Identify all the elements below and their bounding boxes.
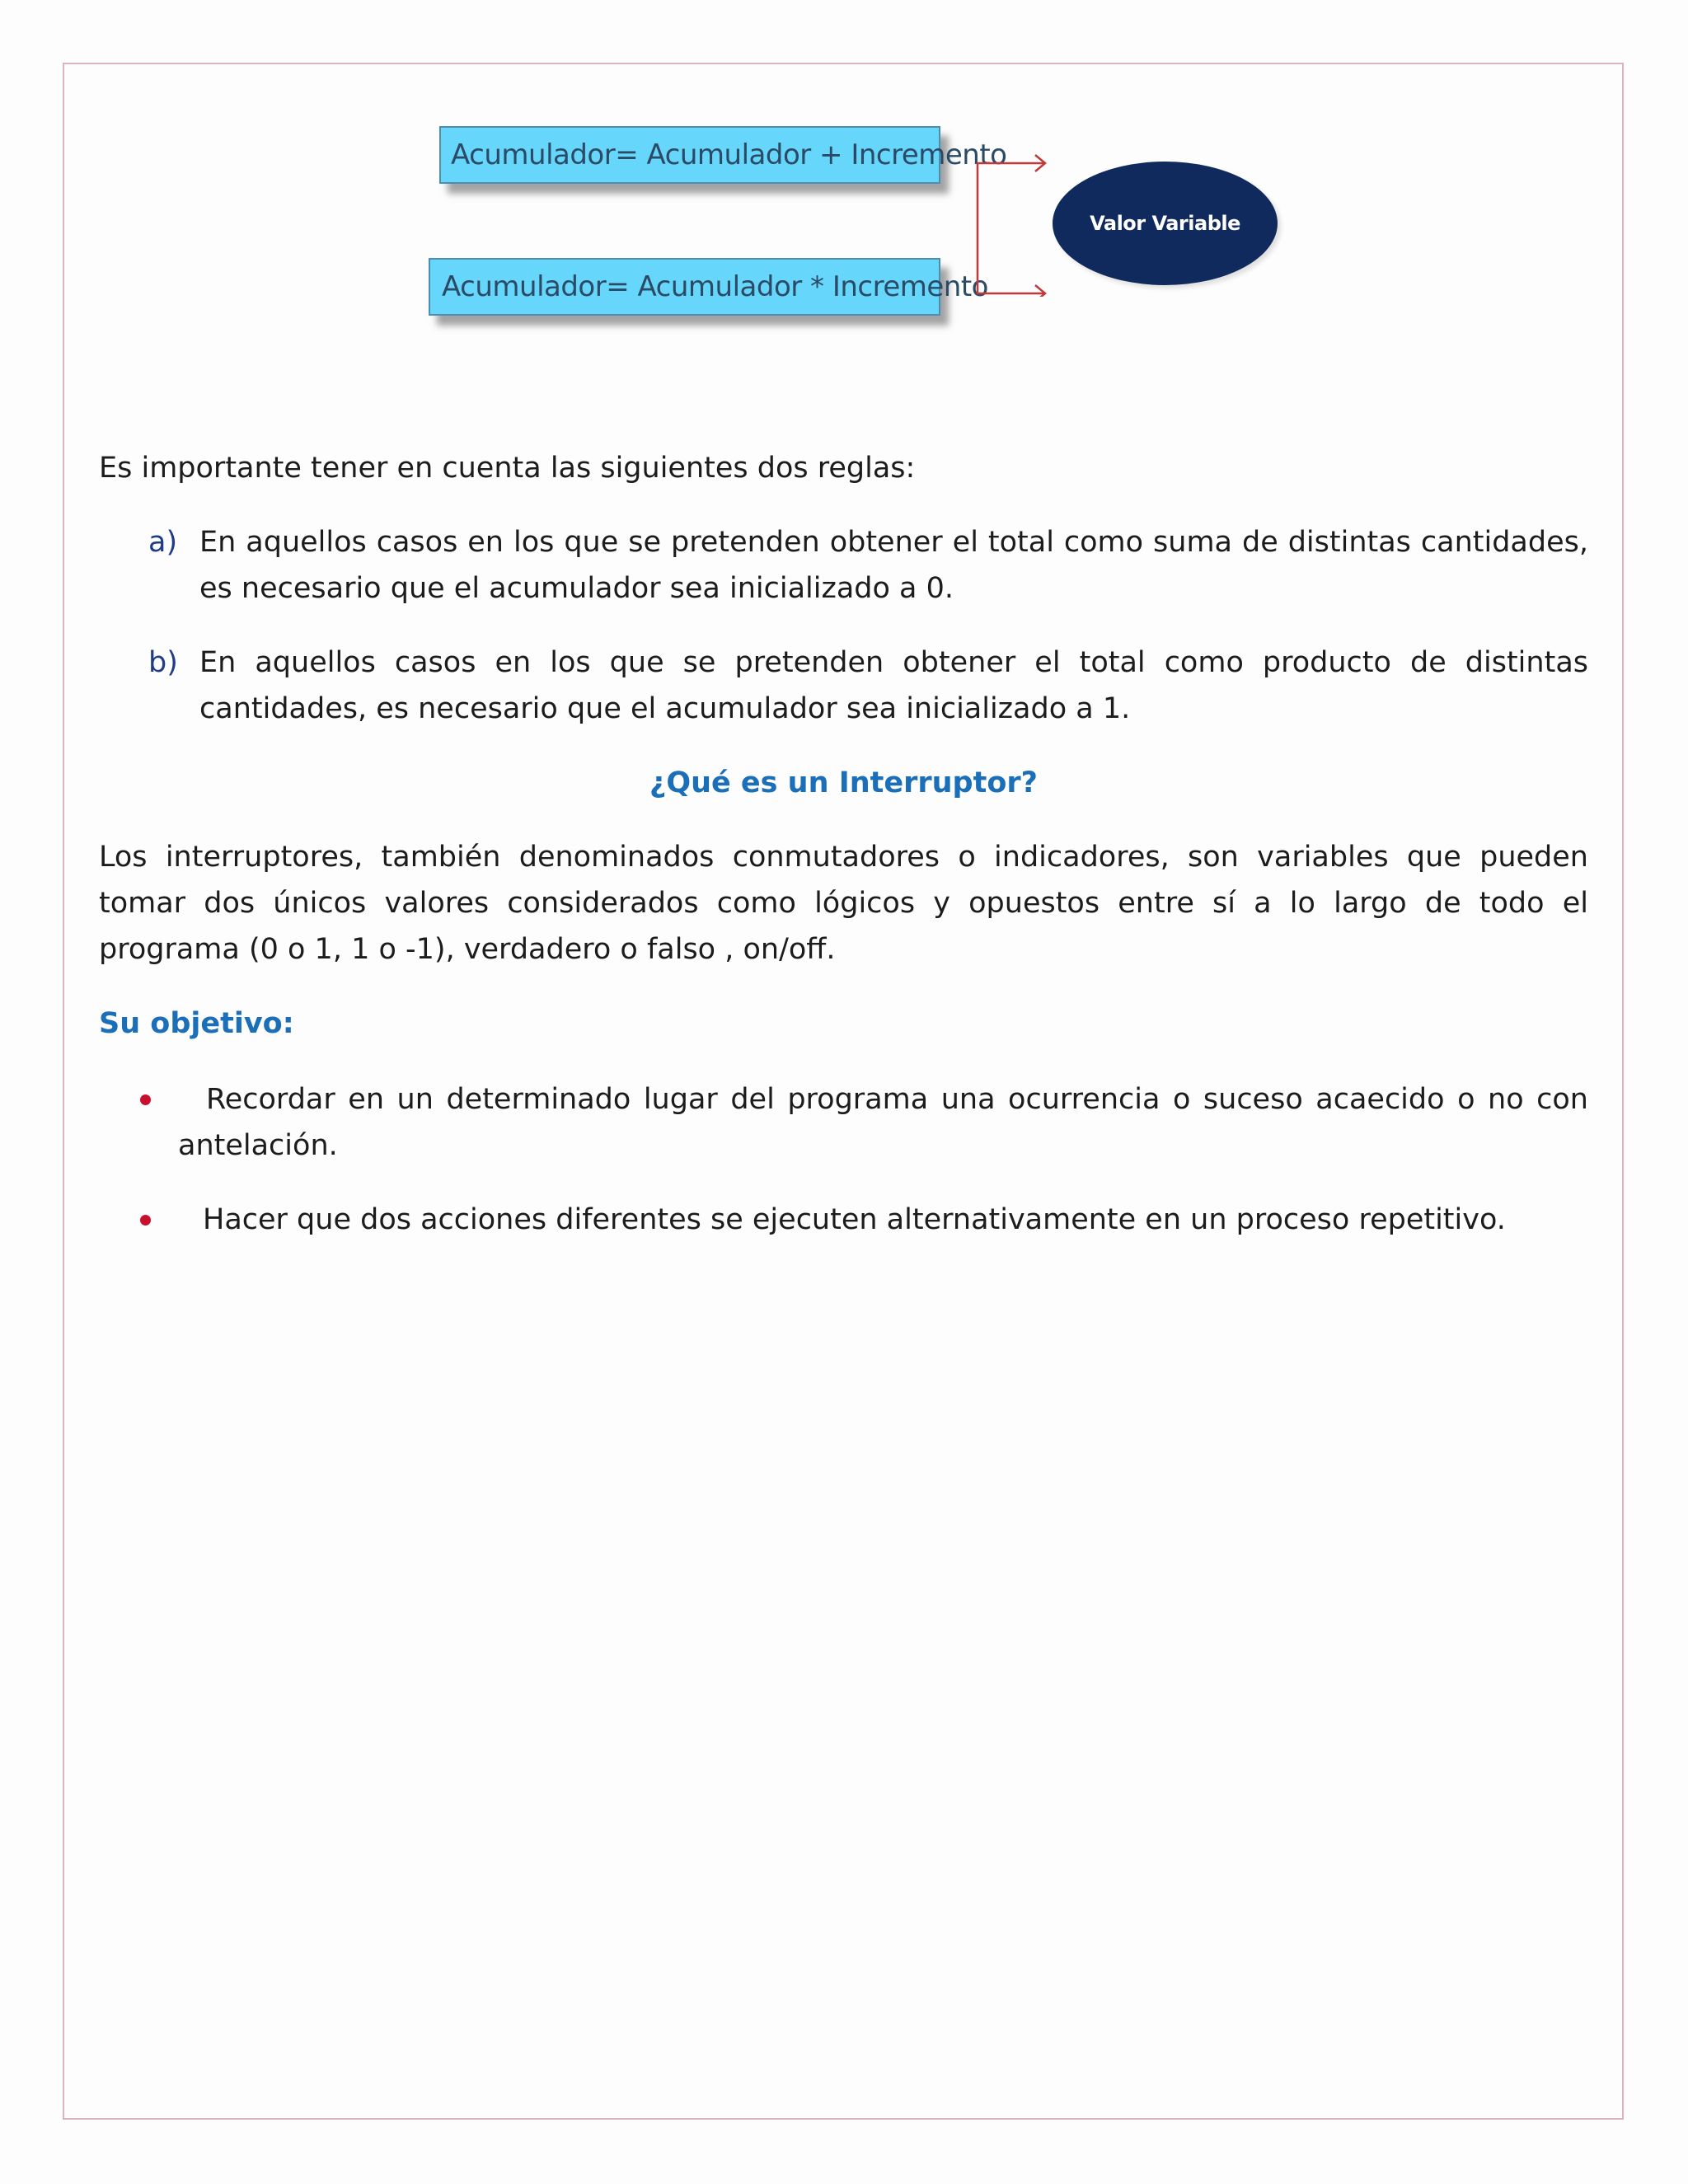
- valor-variable-oval: [1053, 162, 1278, 285]
- objective-item-1-continuation: antelación.: [178, 1129, 338, 1162]
- bracket-arrow-connector: [973, 148, 1055, 297]
- intro-paragraph: Es importante tener en cuenta las siguientes dos reglas:: [99, 452, 916, 485]
- rule-b-marker: b): [148, 646, 178, 679]
- accumulator-diagram: [0, 0, 1688, 346]
- arrow-head-bottom: [1035, 285, 1045, 297]
- bullet-dot-icon: [140, 1215, 151, 1226]
- valor-variable-label: Valor Variable: [1090, 212, 1240, 235]
- bracket-line: [978, 163, 1045, 293]
- objective-title: Su objetivo:: [99, 1007, 294, 1040]
- objective-item-1: [99, 1076, 1588, 1169]
- document-body: [99, 445, 1588, 1271]
- formula-sum-box: Acumulador= Acumulador + Incremento: [439, 126, 940, 184]
- objective-item-1-text: Recordar en un determinado lugar del programa una ocurrencia o suceso acaecido o no con: [206, 1083, 1588, 1116]
- rule-b: [99, 640, 1588, 732]
- bullet-dot-icon: [140, 1094, 151, 1105]
- objective-item-2-text: Hacer que dos acciones diferentes se ejecuten alternativamente en un proceso repetitivo.: [203, 1203, 1506, 1236]
- rule-a-marker: a): [148, 526, 178, 559]
- section-title: ¿Qué es un Interruptor?: [649, 766, 1038, 799]
- definition-paragraph: Los interruptores, también denominados conmutadores o indicadores, son variables que pueden tomar dos únicos valores considerados como lógicos y opuestos entre sí a lo largo de todo el programa (0 o 1, 1 o -1), verdadero o falso , on/off.: [99, 841, 1588, 966]
- rule-b-text: En aquellos casos en los que se pretenden obtener el total como producto de distintas cantidades, es necesario que el acumulador sea inicializado a 1.: [199, 646, 1588, 725]
- rule-a: [99, 519, 1588, 612]
- rule-a-text: En aquellos casos en los que se pretenden obtener el total como suma de distintas cantidades, es necesario que el acumulador sea inicializado a 0.: [199, 526, 1588, 605]
- objective-item-2: [99, 1197, 1588, 1243]
- formula-product-box: Acumulador= Acumulador * Incremento: [429, 258, 940, 316]
